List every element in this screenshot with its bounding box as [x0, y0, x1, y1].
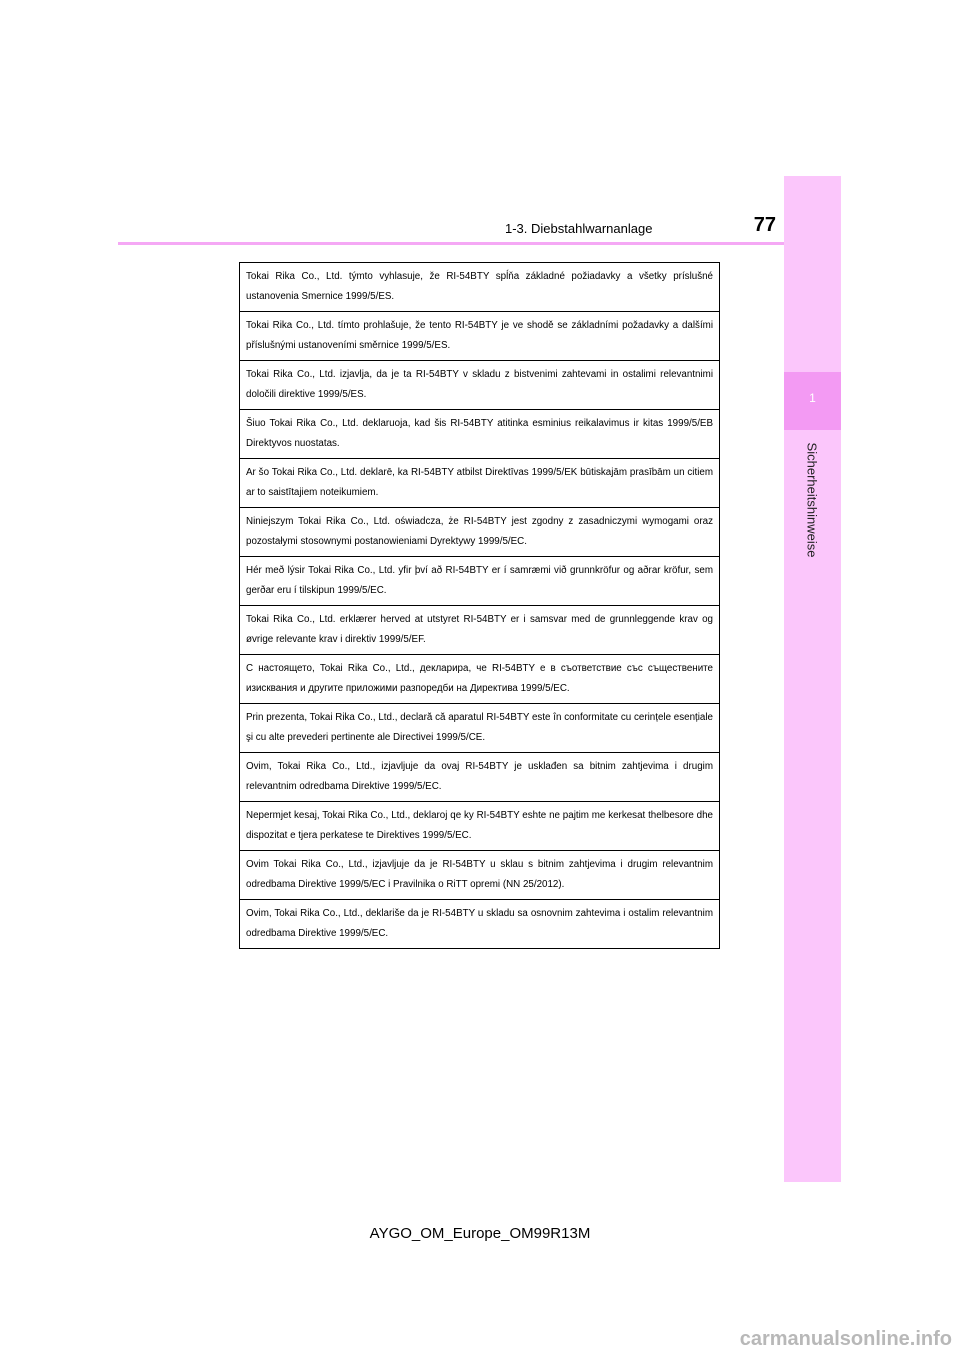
chapter-number: 1 [809, 391, 816, 405]
document-code: AYGO_OM_Europe_OM99R13M [369, 1225, 591, 1242]
declaration-czech: Tokai Rika Co., Ltd. tímto prohlašuje, že tento RI-54BTY je ve shodě se základními požadavky a dalšími příslušnými ustanoveními směrnice 1999/5/ES. [240, 312, 720, 361]
declaration-albanian: Nepermjet kesaj, Tokai Rika Co., Ltd., deklaroj qe ky RI-54BTY eshte ne pajtim me kerkesat thelbesore dhe dispozitat e tjera perkatese te Direktives 1999/5/EC. [240, 802, 720, 851]
table-row [240, 606, 720, 655]
table-row [240, 508, 720, 557]
declaration-polish: Niniejszym Tokai Rika Co., Ltd. oświadcza, że RI-54BTY jest zgodny z zasadniczymi wymogami oraz pozostałymi stosownymi postanowieniami Dyrektywy 1999/5/EC. [240, 508, 720, 557]
declaration-serbian: Ovim, Tokai Rika Co., Ltd., deklariše da je RI-54BTY u skladu sa osnovnim zahtevima i ostalim relevantnim odredbama Direktive 1999/5/EC. [240, 900, 720, 949]
table-row [240, 900, 720, 949]
table-row [240, 851, 720, 900]
declaration-norwegian: Tokai Rika Co., Ltd. erklærer herved at utstyret RI-54BTY er i samsvar med de grunnleggende krav og øvrige relevante krav i direktiv 1999/5/EF. [240, 606, 720, 655]
table-row [240, 753, 720, 802]
declaration-latvian: Ar šo Tokai Rika Co., Ltd. deklarē, ka RI-54BTY atbilst Direktīvas 1999/5/EK būtiskajām prasībām un citiem ar to saistītajiem noteikumiem. [240, 459, 720, 508]
declaration-bulgarian: С настоящето, Tokai Rika Co., Ltd., декларира, че RI-54BTY е в съответствие със съществените изисквания и другите приложими разпоредби на Директива 1999/5/ЕС. [240, 655, 720, 704]
table-row [240, 312, 720, 361]
table-row [240, 459, 720, 508]
header-rule [118, 242, 784, 245]
table-row [240, 802, 720, 851]
table-row [240, 263, 720, 312]
declaration-icelandic: Hér með lýsir Tokai Rika Co., Ltd. yfir því að RI-54BTY er í samræmi við grunnkröfur og aðrar kröfur, sem gerðar eru í tilskipun 1999/5/EC. [240, 557, 720, 606]
table-row [240, 704, 720, 753]
table-row [240, 557, 720, 606]
watermark: carmanualsonline.info [739, 1328, 952, 1350]
declaration-table [239, 262, 720, 949]
declaration-lithuanian: Šiuo Tokai Rika Co., Ltd. deklaruoja, kad šis RI-54BTY atitinka esminius reikalavimus ir kitas 1999/5/EB Direktyvos nuostatas. [240, 410, 720, 459]
table-row [240, 361, 720, 410]
table-row [240, 655, 720, 704]
declaration-bosnian: Ovim, Tokai Rika Co., Ltd., izjavljuje da ovaj RI-54BTY je usklađen sa bitnim zahtjevima i drugim relevantnim odredbama Direktive 1999/5/EC. [240, 753, 720, 802]
page-number: 77 [753, 214, 776, 236]
chapter-label: Sicherheitshinweise [804, 442, 820, 558]
declaration-croatian: Ovim Tokai Rika Co., Ltd., izjavljuje da je RI-54BTY u sklau s bitnim zahtjevima i drugim relevantnim odredbama Direktive 1999/5/EC i Pravilnika o RiTT opremi (NN 25/2012). [240, 851, 720, 900]
table-row [240, 410, 720, 459]
declaration-romanian: Prin prezenta, Tokai Rika Co., Ltd., declară că aparatul RI-54BTY este în conformitate cu cerințele esențiale şi cu alte prevederi pertinente ale Directivei 1999/5/CE. [240, 704, 720, 753]
section-title: 1-3. Diebstahlwarnanlage [505, 221, 653, 236]
declaration-slovenian: Tokai Rika Co., Ltd. izjavlja, da je ta RI-54BTY v skladu z bistvenimi zahtevami in ostalimi relevantnimi določili direktive 1999/5/ES. [240, 361, 720, 410]
chapter-side-tab [784, 176, 841, 1182]
declaration-slovak: Tokai Rika Co., Ltd. týmto vyhlasuje, že RI-54BTY spĺňa základné požiadavky a všetky príslušné ustanovenia Smernice 1999/5/ES. [240, 263, 720, 312]
